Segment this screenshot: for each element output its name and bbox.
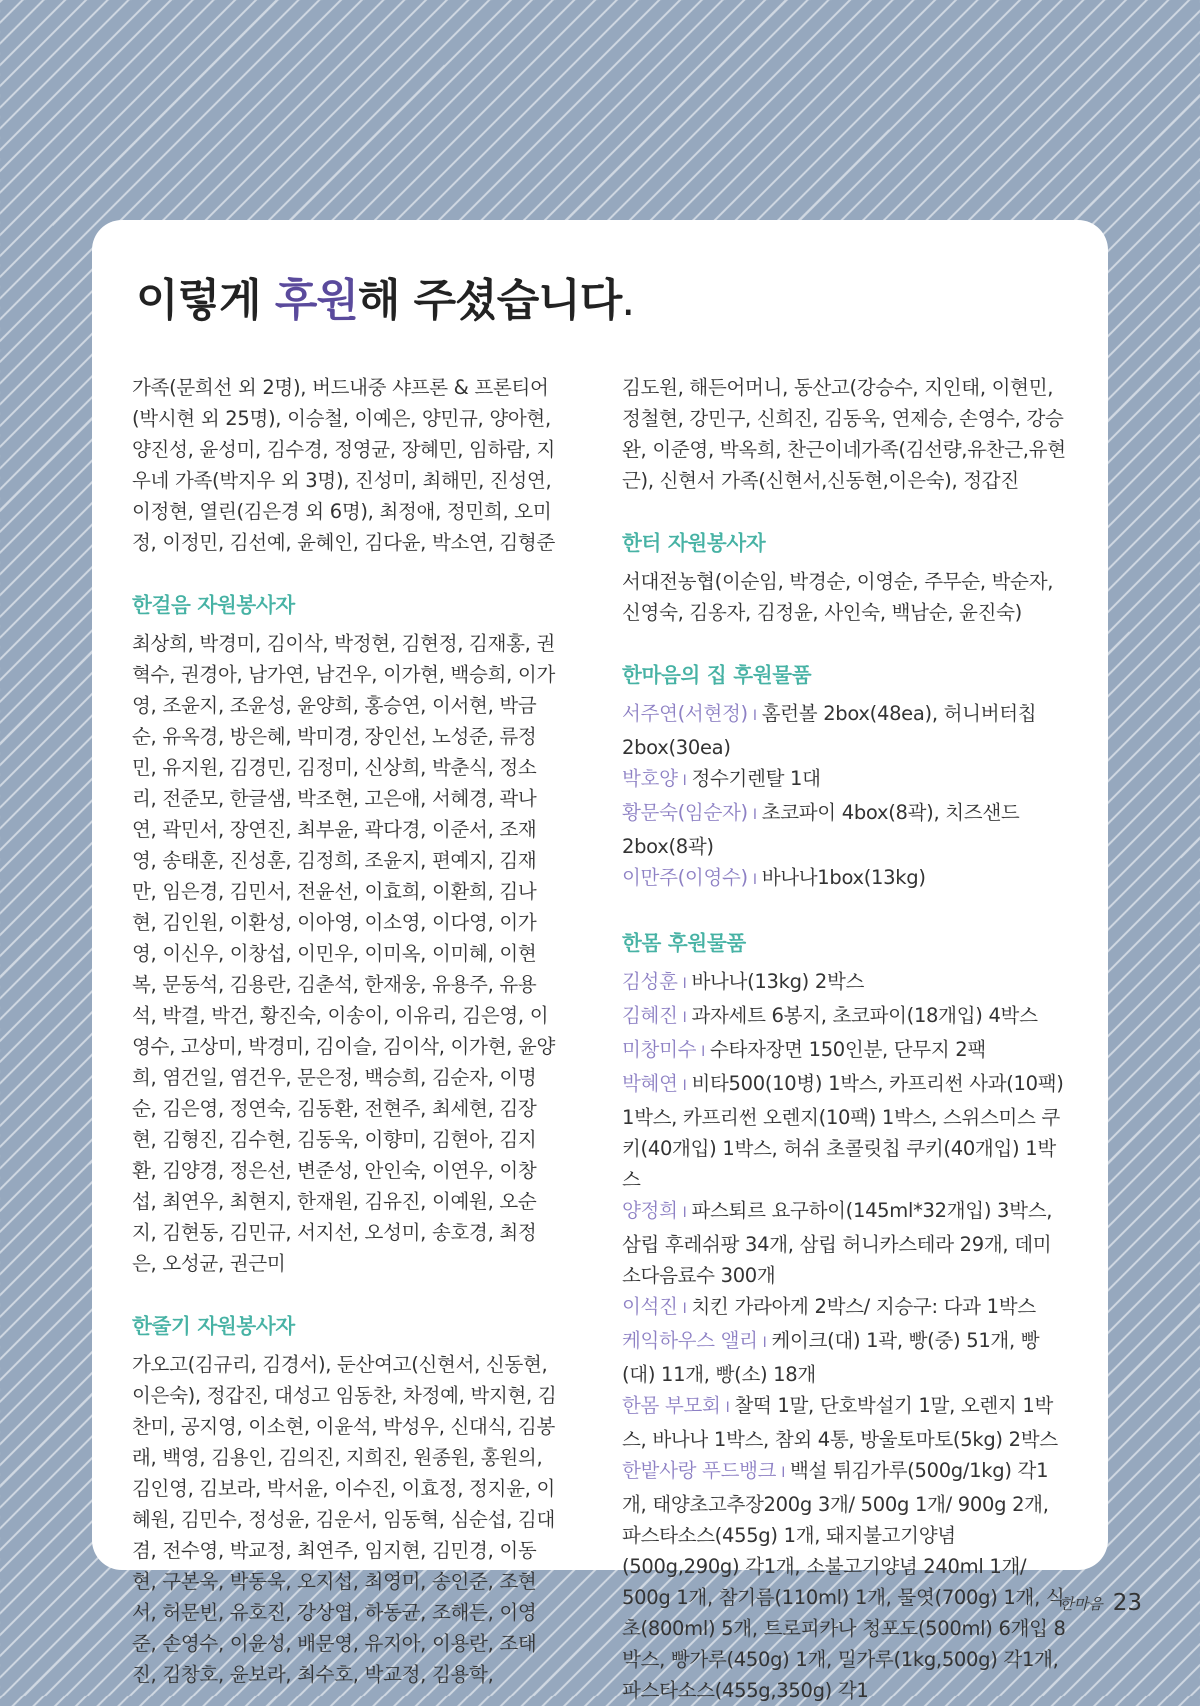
donation-item <box>622 1195 1068 1291</box>
section-title-hangeoreum: 한걸음 자원봉사자 <box>132 593 295 617</box>
donation-item <box>622 966 1068 1000</box>
separator: I <box>752 708 757 724</box>
donation-item <box>622 1034 1068 1068</box>
donation-item <box>622 698 1068 763</box>
hanjulgi-volunteers-list: 가오고(김규리, 김경서), 둔산여고(신현서, 신동현, 이은숙), 정갑진, 대성고 임동찬, 차정예, 박지현, 김찬미, 공지영, 이소현, 이윤석, 박성우, 신대식, 김봉래, 백영, 김용인, 김의진, 지희진, 원종원, 홍원의, 김인영, 김보라, 박서윤, 이수진, 이효정, 정지윤, 이혜원, 김민수, 정성윤, 김운서, 임동혁, 심순섭, 김대겸, 전수영, 박교정, 최연주, 임지현, 김민경, 이동현, 구본욱, 박동욱, 오지섭, 최영미, 송인준, 조현서, 허문빈, 유호진, 강상엽, 하동균, 조해든, 이영준, 손영수, 이윤성, 배문영, 유지아, 이용란, 조태진, 김창호, 윤보라, 최수호, 박교정, 김용학, <box>132 1353 557 1686</box>
left-column <box>132 372 557 1690</box>
donation-item <box>622 1000 1068 1034</box>
donation-item <box>622 1390 1068 1455</box>
section-title-hanmaeum-house-donations: 한마음의 집 후원물품 <box>622 663 812 687</box>
page-footer <box>1059 1590 1142 1616</box>
donor-name: 이석진 <box>622 1295 678 1318</box>
donation-desc: 정수기렌탈 1대 <box>691 767 821 790</box>
donation-item <box>622 1455 1068 1706</box>
page-number: 23 <box>1112 1590 1142 1616</box>
separator: I <box>682 773 687 789</box>
donor-name: 케익하우스 앨리 <box>622 1329 758 1352</box>
section-title-hanmom-donations: 한몸 후원물품 <box>622 931 746 955</box>
separator: I <box>752 872 757 888</box>
hanmaeum-logo: 한마음 <box>1059 1594 1103 1613</box>
separator: I <box>752 807 757 823</box>
separator: I <box>682 976 687 992</box>
donation-item <box>622 797 1068 862</box>
page-title <box>136 264 634 328</box>
separator: I <box>725 1400 730 1416</box>
hangeoreum-volunteers-list: 최상희, 박경미, 김이삭, 박정현, 김현정, 김재홍, 권혁수, 권경아, 남가연, 남건우, 이가현, 백승희, 이가영, 조윤지, 조윤성, 윤양희, 홍승연, 이서현, 박금순, 유옥경, 방은혜, 박미경, 장인선, 노성준, 류정민, 유지원, 김경민, 김정미, 신상희, 박춘식, 정소리, 전준모, 한글샘, 박조현, 고은애, 서혜경, 곽나연, 곽민서, 장연진, 최부윤, 곽다경, 이준서, 조재영, 송태훈, 진성훈, 김정희, 조윤지, 편예지, 김재만, 임은경, 김민서, 전윤선, 이효희, 이환희, 김나현, 김인원, 이환성, 이아영, 이소영, 이다영, 이가영, 이신우, 이창섭, 이민우, 이미옥, 이미혜, 이현복, 문동석, 김용란, 김춘석, 한재웅, 유용주, 유용석, 박결, 박건, 황진숙, 이송이, 이유리, 김은영, 이영수, 고상미, 박경미, 김이슬, 김이삭, 이가현, 윤양희, 염건일, 염건우, 문은정, 백승희, 김순자, 이명순, 김은영, 정연숙, 김동환, 전현주, 최세현, 김장현, 김형진, 김수현, 김동욱, 이향미, 김현아, 김지환, 김양경, 정은선, 변준성, 안인숙, 이연우, 이창섭, 최연우, 최현지, 한재원, 김유진, 이예원, 오순지, 김현동, 김민규, 서지선, 오성미, 송호경, 최정은, 오성균, 권근미 <box>132 632 555 1275</box>
donor-name: 이만주(이영수) <box>622 866 748 889</box>
donation-item <box>622 763 1068 797</box>
right-column <box>622 372 1068 1706</box>
separator: I <box>762 1335 767 1351</box>
donation-item <box>622 1068 1068 1195</box>
donation-desc: 치킨 가라아게 2박스/ 지승구: 다과 1박스 <box>691 1295 1036 1318</box>
donors-list-continued: 김도원, 해든어머니, 동산고(강승수, 지인태, 이현민, 정철현, 강민구, 신희진, 김동욱, 연제승, 손영수, 강승완, 이준영, 박옥희, 찬근이네가족(김선량,유찬근,유현근), 신현서 가족(신현서,신동현,이은숙), 정갑진 <box>622 376 1066 492</box>
donation-desc: 초코파이 4box(8곽), 치즈샌드 2box(8곽) <box>622 801 1020 858</box>
title-text: 이렇게 <box>136 275 275 326</box>
separator: I <box>781 1465 786 1481</box>
separator: I <box>682 1010 687 1026</box>
separator: I <box>701 1044 705 1060</box>
donation-desc: 케이크(대) 1곽, 빵(중) 51개, 빵(대) 11개, 빵(소) 18개 <box>622 1329 1040 1386</box>
section-title-hanteo: 한터 자원봉사자 <box>622 531 766 555</box>
title-dot: . <box>621 275 635 326</box>
donation-desc: 바나나(13kg) 2박스 <box>691 970 865 993</box>
donation-desc: 파스퇴르 요구하이(145ml*32개입) 3박스, 삼립 후레쉬팡 34개, 삼립 허니카스테라 29개, 데미소다음료수 300개 <box>622 1199 1053 1287</box>
donation-desc: 과자세트 6봉지, 초코파이(18개입) 4박스 <box>691 1004 1038 1027</box>
donor-name: 박호양 <box>622 767 678 790</box>
donation-desc: 백설 튀김가루(500g/1kg) 각1개, 태양초고추장200g 3개/ 500g 1개/ 900g 2개, 파스타소스(455g) 1개, 돼지불고기양념(500g,290g) 각1개, 소불고기양념 240ml 1개/ 500g 1개, 참기름(110ml) 1개, 물엿(700g) 1개, 식초(800ml) 5개, 트로피카나 청포도(500ml) 6개입 8박스, 빵가루(450g) 1개, 밀가루(1kg,500g) 각1개, 파스타소스(455g,350g) 각1 <box>622 1459 1066 1702</box>
donor-name: 미창미수 <box>622 1038 697 1061</box>
separator: I <box>682 1205 687 1221</box>
family-donors-list: 가족(문희선 외 2명), 버드내중 샤프론 & 프론티어(박시현 외 25명), 이승철, 이예은, 양민규, 양아현, 양진성, 윤성미, 김수경, 정영균, 장혜민, 임하람, 지우네 가족(박지우 외 3명), 진성미, 최해민, 진성연, 이정현, 열린(김은경 외 6명), 최정애, 정민희, 오미정, 이정민, 김선예, 윤혜인, 김다윤, 박소연, 김형준 <box>132 376 555 554</box>
section-title-hanjulgi: 한줄기 자원봉사자 <box>132 1314 295 1338</box>
separator: I <box>682 1301 687 1317</box>
donation-desc: 찰떡 1말, 단호박설기 1말, 오렌지 1박스, 바나나 1박스, 참외 4통, 방울토마토(5kg) 2박스 <box>622 1394 1058 1451</box>
donor-name: 한밭사랑 푸드뱅크 <box>622 1459 777 1482</box>
hanmaeum-house-donation-list <box>622 698 1068 896</box>
donation-desc: 바나나1box(13kg) <box>761 866 926 889</box>
donor-name: 한몸 부모회 <box>622 1394 721 1417</box>
donation-desc: 홈런볼 2box(48ea), 허니버터칩 2box(30ea) <box>622 702 1037 759</box>
donor-name: 서주연(서현정) <box>622 702 748 725</box>
title-highlight: 후원 <box>274 275 358 326</box>
donor-name: 박혜연 <box>622 1072 678 1095</box>
donation-item <box>622 1291 1068 1325</box>
donor-name: 김혜진 <box>622 1004 678 1027</box>
donation-item <box>622 1325 1068 1390</box>
hanmom-donation-list <box>622 966 1068 1706</box>
donor-name: 양정희 <box>622 1199 678 1222</box>
title-text-end: 해 주셨습니다 <box>357 275 622 326</box>
donation-desc: 비타500(10병) 1박스, 카프리썬 사과(10팩) 1박스, 카프리썬 오렌지(10팩) 1박스, 스위스미스 쿠키(40개입) 1박스, 허쉬 초콜릿칩 쿠키(40개입) 1박스 <box>622 1072 1064 1191</box>
content-card <box>92 220 1108 1702</box>
donation-desc: 수타자장면 150인분, 단무지 2팩 <box>710 1038 986 1061</box>
hanteo-volunteers-list: 서대전농협(이순임, 박경순, 이영순, 주무순, 박순자, 신영숙, 김옹자, 김정윤, 사인숙, 백남순, 윤진숙) <box>622 570 1054 624</box>
donation-item <box>622 862 1068 896</box>
donor-name: 김성훈 <box>622 970 678 993</box>
separator: I <box>682 1078 687 1094</box>
donor-name: 황문숙(임순자) <box>622 801 748 824</box>
